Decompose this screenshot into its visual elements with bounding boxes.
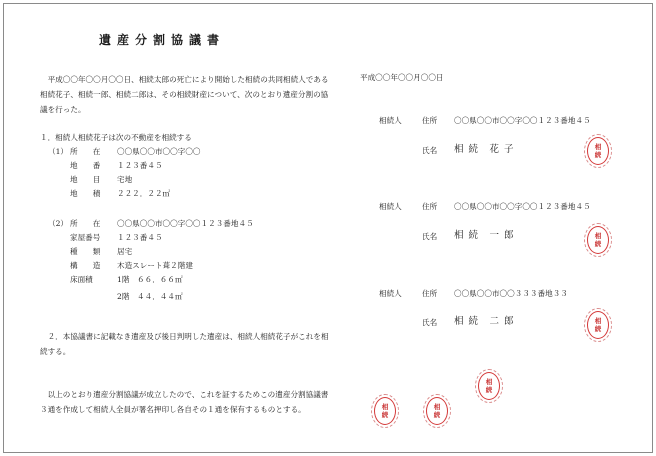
signatory-role: 相続人 xyxy=(379,202,402,211)
seam-seal: 相 続 xyxy=(374,397,396,425)
agreement-date: 平成〇〇年〇〇月〇〇日 xyxy=(360,73,444,82)
personal-seal: 相 続 xyxy=(587,311,609,339)
item2-row-value: 居宅 xyxy=(117,247,133,256)
signatory-address: 〇〇県〇〇市〇〇３３３番地３３ xyxy=(454,289,568,298)
signatory-role: 相続人 xyxy=(379,116,402,125)
document-title: 遺産分割協議書 xyxy=(99,33,226,47)
signatory-name: 相 続 一 郎 xyxy=(454,230,515,241)
item1-row-value: ２２２．２２㎡ xyxy=(117,189,171,198)
seam-seal: 相 続 xyxy=(426,397,448,425)
item2-number: （2） xyxy=(48,219,69,228)
item1-row-value: 宅地 xyxy=(117,175,133,184)
item1-row-label: 地 目 xyxy=(70,175,101,184)
signatory-role: 相続人 xyxy=(379,289,402,298)
signatory-address: 〇〇県〇〇市〇〇字〇〇１２３番地４５ xyxy=(454,116,591,125)
personal-seal: 相 続 xyxy=(587,137,609,165)
section1-heading: １．相続人相続花子は次の不動産を相続する xyxy=(40,133,192,142)
item2-row-value: 木造スレート葺２階建 xyxy=(117,261,193,270)
name-label: 氏名 xyxy=(422,318,438,327)
item2-row-value: １２３番４５ xyxy=(117,233,163,242)
item2-row-label: 所 在 xyxy=(70,219,101,228)
address-label: 住所 xyxy=(422,202,438,211)
personal-seal: 相 続 xyxy=(587,226,609,254)
item1-row-label: 地 積 xyxy=(70,189,101,198)
item2-row-label: 床面積 xyxy=(70,275,93,284)
name-label: 氏名 xyxy=(422,146,438,155)
name-label: 氏名 xyxy=(422,232,438,241)
item2-row-value: 1階 ６６．６６㎡ xyxy=(117,275,183,284)
item2-row-label: 種 類 xyxy=(70,247,101,256)
address-label: 住所 xyxy=(422,116,438,125)
item1-row-label: 所 在 xyxy=(70,147,101,156)
closing-paragraph: 以上のとおり遺産分割協議が成立したので、これを証するためこの遺産分割協議書３通を作成して相続人全員が署名押印し各自その１通を保有するものとする。 xyxy=(40,390,329,414)
item1-row-label: 地 番 xyxy=(70,161,101,170)
section2-paragraph: ２．本協議書に記載なき遺産及び後日判明した遺産は、相続人相続花子がこれを相続する。 xyxy=(40,332,329,356)
item1-row-value: １２３番４５ xyxy=(117,161,163,170)
seam-seal: 相 続 xyxy=(478,372,500,400)
item2-row-value: 2階 ４４．４４㎡ xyxy=(117,292,183,301)
document-page xyxy=(3,3,653,453)
item1-row-value: 〇〇県〇〇市〇〇字〇〇 xyxy=(117,147,201,156)
item2-row-label: 家屋番号 xyxy=(70,233,101,242)
signatory-name: 相 続 二 郎 xyxy=(454,316,515,327)
address-label: 住所 xyxy=(422,289,438,298)
item1-number: （1） xyxy=(48,147,69,156)
signatory-name: 相 続 花 子 xyxy=(454,144,515,155)
item2-row-value: 〇〇県〇〇市〇〇字〇〇１２３番地４５ xyxy=(117,219,254,228)
signatory-address: 〇〇県〇〇市〇〇字〇〇１２３番地４５ xyxy=(454,202,591,211)
intro-paragraph: 平成〇〇年〇〇月〇〇日、相続太郎の死亡により開始した相続の共同相続人である相続花子、相続一郎、相続二郎は、その相続財産について、次のとおり遺産分割の協議を行った。 xyxy=(40,75,329,114)
item2-row-label: 構 造 xyxy=(70,261,101,270)
